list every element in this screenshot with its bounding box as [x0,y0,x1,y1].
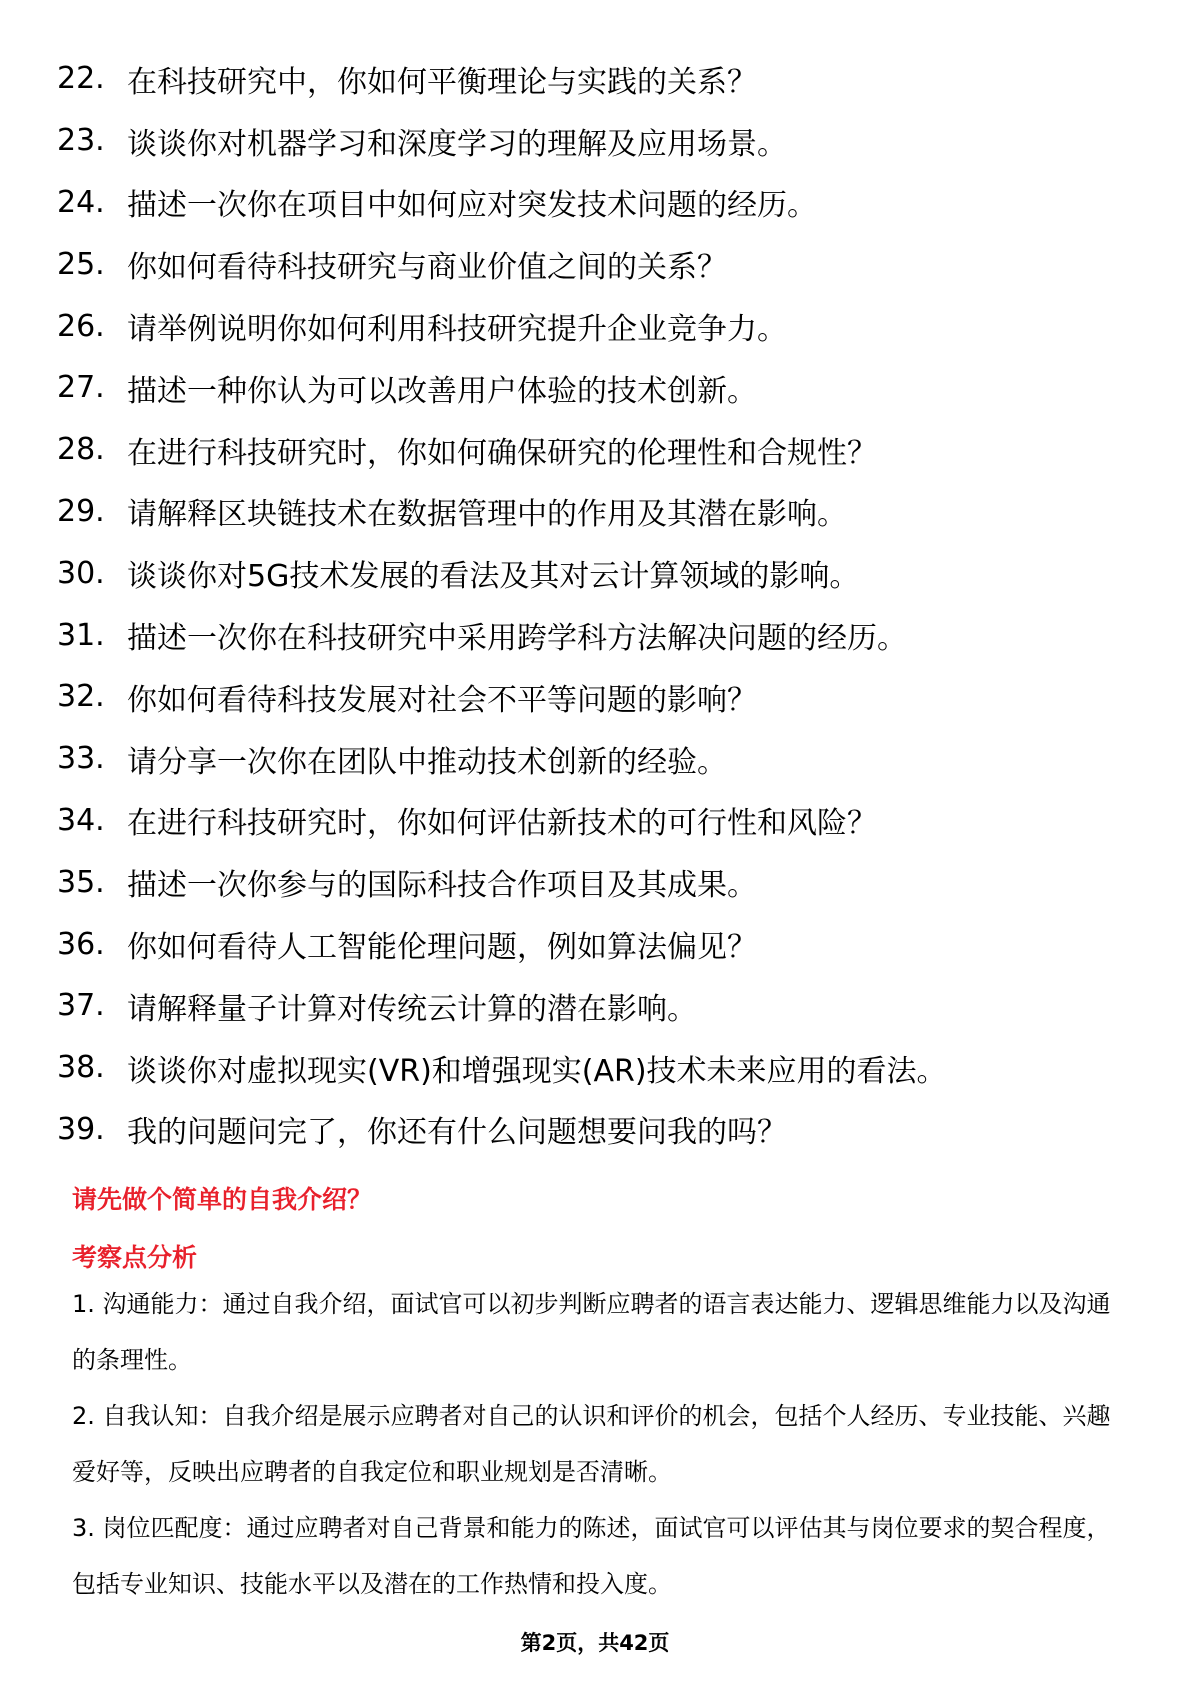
question-number: 29. [57,493,105,529]
question-number: 30. [57,555,105,591]
question-text: 描述一次你参与的国际科技合作项目及其成果。 [127,868,757,904]
question-item [57,48,1137,110]
question-text: 在进行科技研究时，你如何评估新技术的可行性和风险？ [127,806,877,842]
question-text: 在科技研究中，你如何平衡理论与实践的关系？ [127,64,757,100]
analysis-points [72,1276,1122,1612]
analysis-point: 1. 沟通能力：通过自我介绍，面试官可以初步判断应聘者的语言表达能力、逻辑思维能力以及沟通的条理性。 [72,1290,1111,1374]
question-text: 在进行科技研究时，你如何确保研究的伦理性和合规性？ [127,435,877,471]
question-item [57,975,1137,1037]
question-item [57,542,1137,604]
question-text: 请举例说明你如何利用科技研究提升企业竞争力。 [127,312,787,348]
question-text: 谈谈你对机器学习和深度学习的理解及应用场景。 [127,126,787,162]
analysis-point: 2. 自我认知：自我介绍是展示应聘者对自己的认识和评价的机会，包括个人经历、专业技能、兴趣爱好等，反映出应聘者的自我定位和职业规划是否清晰。 [72,1402,1111,1486]
analysis-heading: 考察点分析 [72,1243,198,1272]
question-text: 你如何看待科技发展对社会不平等问题的影响？ [127,682,757,718]
interview-question-heading: 请先做个简单的自我介绍？ [72,1185,373,1214]
page-number: 第2页，共42页 [520,1631,670,1655]
question-number: 27. [57,370,105,406]
question-text: 请分享一次你在团队中推动技术创新的经验。 [127,744,727,780]
question-number: 32. [57,679,105,715]
question-item [57,110,1137,172]
analysis-point: 3. 岗位匹配度：通过应聘者对自己背景和能力的陈述，面试官可以评估其与岗位要求的契合程度，包括专业知识、技能水平以及潜在的工作热情和投入度。 [72,1514,1111,1598]
question-number: 34. [57,802,105,838]
question-item [57,1037,1137,1099]
question-text: 你如何看待人工智能伦理问题，例如算法偏见？ [127,930,757,966]
question-number: 31. [57,617,105,653]
question-number: 24. [57,184,105,220]
question-item [57,790,1137,852]
question-text: 谈谈你对5G技术发展的看法及其对云计算领域的影响。 [127,559,860,595]
question-item [57,481,1137,543]
question-text: 描述一种你认为可以改善用户体验的技术创新。 [127,373,757,409]
question-text: 请解释区块链技术在数据管理中的作用及其潜在影响。 [127,497,847,533]
question-number: 26. [57,308,105,344]
question-number: 36. [57,926,105,962]
question-item [57,419,1137,481]
question-number: 22. [57,61,105,97]
question-number: 25. [57,246,105,282]
question-text: 描述一次你在项目中如何应对突发技术问题的经历。 [127,188,817,224]
question-number: 28. [57,432,105,468]
question-item [57,233,1137,295]
question-number: 23. [57,123,105,159]
question-item [57,1099,1137,1161]
question-number: 38. [57,1050,105,1086]
question-text: 你如何看待科技研究与商业价值之间的关系？ [127,250,727,286]
question-number: 37. [57,988,105,1024]
question-item [57,666,1137,728]
question-number: 33. [57,741,105,777]
question-text: 描述一次你在科技研究中采用跨学科方法解决问题的经历。 [127,621,907,657]
question-item [57,851,1137,913]
question-list [57,48,1137,1160]
question-item [57,913,1137,975]
question-item [57,172,1137,234]
question-item [57,357,1137,419]
question-item [57,728,1137,790]
question-text: 我的问题问完了，你还有什么问题想要问我的吗？ [127,1115,787,1151]
question-number: 35. [57,864,105,900]
question-item [57,604,1137,666]
question-text: 谈谈你对虚拟现实(VR)和增强现实(AR)技术未来应用的看法。 [127,1053,947,1089]
question-text: 请解释量子计算对传统云计算的潜在影响。 [127,991,697,1027]
question-item [57,295,1137,357]
question-number: 39. [57,1111,105,1147]
